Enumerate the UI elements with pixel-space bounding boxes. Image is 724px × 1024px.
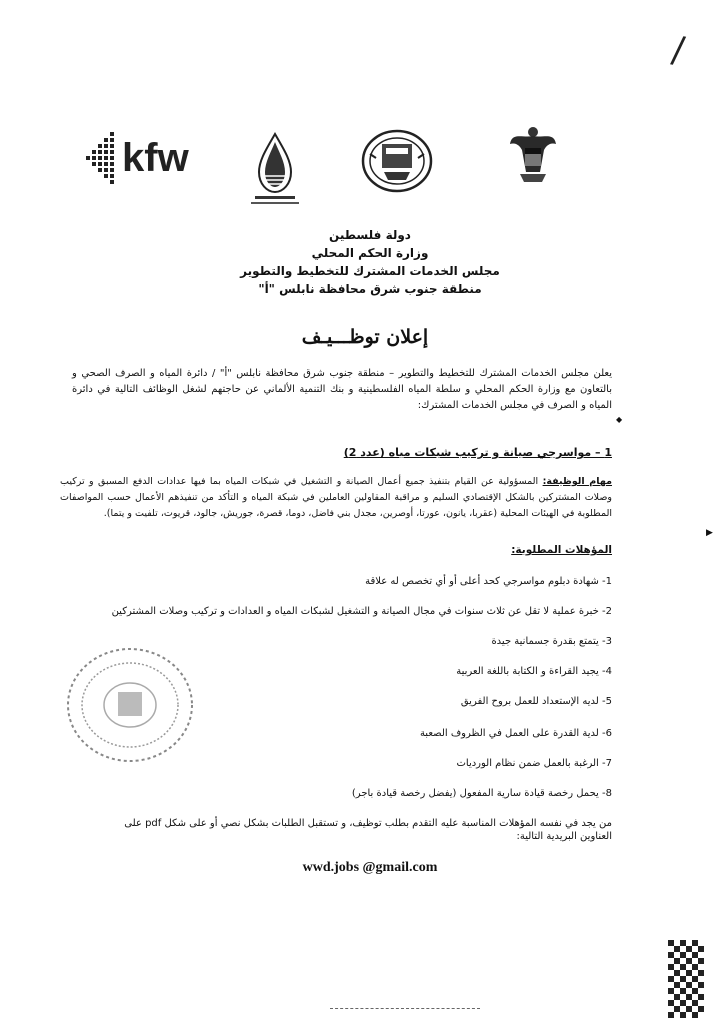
header-line-2: وزارة الحكم المحلي bbox=[311, 246, 429, 260]
kfw-logo bbox=[84, 130, 200, 190]
duties-text: المسؤولية عن القيام بتنفيذ جميع أعمال الصيانة و التشغيل في شبكات المياه بما فيها عدادات الدفع المسبق و تركيب وصلات المشتركين بالشكل الإقتصادي السليم و مراقبة المقاولين العاملين في شبكة المياه و التأكد من تنفيذهم الأعمال حسب المواصفات المطلوبة في الهيئات المحلية (عقربا، يانون، عورتا، أوصرين، مجدل بني فاضل، دوما، قصرة، جوريش، جالود، قريوت، تلفيت و يتما). bbox=[60, 476, 612, 519]
contact-email[interactable]: wwd.jobs @gmail.com bbox=[302, 860, 438, 875]
kfw-dots-icon bbox=[84, 130, 118, 190]
qualification-item: 4- يجيد القراءة و الكتابة باللغة العربية bbox=[456, 666, 612, 677]
qualifications-heading: المؤهلات المطلوبة: bbox=[511, 544, 612, 556]
application-instructions: من يجد في نفسه المؤهلات المناسبة عليه التقدم بطلب توظيف، و تستقبل الطلبات بشكل نصي أو على شكل pdf على العناوين البريدية التالية: bbox=[124, 818, 612, 842]
council-emblem-logo bbox=[360, 128, 434, 194]
header-line-3: مجلس الخدمات المشترك للتخطيط والتطوير bbox=[240, 264, 500, 278]
official-stamp bbox=[60, 640, 200, 770]
footer-divider bbox=[330, 1008, 480, 1009]
letterhead bbox=[180, 226, 560, 298]
qualification-item: 2- خبرة عملية لا تقل عن ثلاث سنوات في مجال الصيانة و التشغيل لشبكات المياه و العدادات و تركيب وصلات المشتركين bbox=[111, 606, 612, 617]
palestine-eagle-logo bbox=[508, 124, 558, 186]
qualification-item: 6- لدية القدرة على العمل في الظروف الصعبة bbox=[419, 728, 612, 739]
qualification-item: 7- الرغبة بالعمل ضمن نظام الورديات bbox=[456, 758, 612, 769]
water-authority-logo bbox=[245, 130, 305, 210]
corner-mark: / bbox=[669, 29, 687, 72]
qualification-item: 5- لديه الإستعداد للعمل بروح الفريق bbox=[460, 696, 612, 707]
announcement-title: إعلان توظـــيـف bbox=[301, 326, 429, 348]
intro-paragraph: يعلن مجلس الخدمات المشترك للتخطيط والتطوير – منطقة جنوب شرق محافظة نابلس "أ" / دائرة المياه و الصرف الصحي و بالتعاون مع وزارة الحكم المحلي و سلطة المياه الفلسطينية و بنك التنمية الألماني عن حاجتهم لشغل الوظائف التالية في دائرة المياه و الصرف في مجلس الخدمات المشترك: bbox=[72, 368, 612, 411]
qualification-item: 8- يحمل رخصة قيادة سارية المفعول (يفضل رخصة قيادة باجر) bbox=[351, 788, 612, 799]
scan-checker-pattern bbox=[668, 940, 706, 1020]
header-line-1: دولة فلسطين bbox=[329, 228, 411, 242]
job-duties bbox=[60, 474, 612, 522]
header-line-4: منطقة جنوب شرق محافظة نابلس "أ" bbox=[258, 282, 482, 296]
qualification-item: 3- يتمتع بقدرة جسمانية جيدة bbox=[491, 636, 612, 647]
kfw-wordmark: kfw bbox=[122, 136, 189, 180]
duties-label: مهام الوظيفة: bbox=[542, 476, 612, 487]
margin-arrow-icon: ▶ bbox=[706, 528, 713, 538]
margin-mark: ◆ bbox=[616, 415, 623, 424]
job-section-heading: 1 – مواسرجي صيانة و تركيب شبكات مياه (عدد 2) bbox=[343, 446, 612, 459]
qualification-item: 1- شهادة دبلوم مواسرجي كحد أعلى أو أي تخصص له علاقة bbox=[365, 576, 612, 587]
